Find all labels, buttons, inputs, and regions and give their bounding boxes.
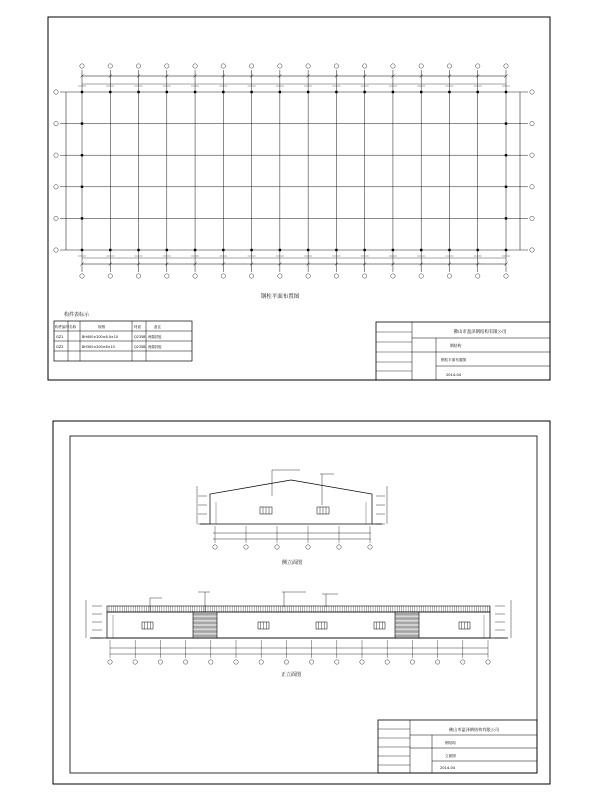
grid-bubble [80,64,84,68]
grid-bubble [447,274,451,278]
side-elevation-title: 正立面图 [280,672,302,678]
grid-bubble [165,64,169,68]
grid-bubble [278,274,282,278]
column-marker [505,217,507,219]
title-block-date: 2014-04 [446,373,462,377]
grid-bubble [193,64,197,68]
sheet-1 [48,17,550,380]
column-marker [81,186,83,188]
grid-bubble [447,64,451,68]
column-marker [505,122,507,124]
grid-bubble [410,660,414,664]
grid-bubble [335,660,339,664]
grid-bubble [209,660,213,664]
grid-bubble [54,121,58,125]
grid-bubble [476,64,480,68]
grid-bubble [54,90,58,94]
grid-bubble [249,64,253,68]
component-table [54,311,192,361]
grid-bubble [136,64,140,68]
end-elevation [197,470,387,549]
grid-bubble [165,274,169,278]
grid-bubble [259,660,263,664]
grid-bubble [530,216,534,220]
grid-bubble [306,274,310,278]
grid-bubble [249,274,253,278]
title-block-project: 钢结构 [445,741,456,745]
sheet-2-inner-border [70,436,537,773]
grid-bubble [334,64,338,68]
grid-bubble [530,248,534,252]
title-block-company: 佛山市盈泽钢结构有限公司 [453,330,507,335]
grid-bubble [108,274,112,278]
table-cell: 两端封板 [148,335,162,339]
grid-bubble [244,545,248,549]
column-marker [505,154,507,156]
grid-bubble [221,64,225,68]
grid-bubble [530,121,534,125]
title-block-2 [378,720,537,773]
component-table-title: 构件表标示 [64,312,90,318]
grid-bubble [486,660,490,664]
grid-bubble [461,660,465,664]
table-header: 规格 [98,325,106,329]
table-cell: BH400×200×6.0×10 [82,335,119,339]
grid-bubble [309,660,313,664]
plan-title: 钢柱平面布置图 [260,294,300,300]
table-cell: 两端封板 [148,345,162,349]
grid-bubble [391,64,395,68]
end-elevation-title: 侧立面图 [281,560,303,566]
grid-bubble [275,545,279,549]
table-cell: GZ2 [56,345,64,349]
wall-outline [107,612,490,638]
side-elevation [86,592,511,664]
grid-bubble [334,274,338,278]
table-cell: GZ1 [56,335,64,339]
grid-bubble [54,216,58,220]
grid-bubble [158,660,162,664]
grid-bubble [306,545,310,549]
grid-bubble [183,660,187,664]
grid-bubble [54,185,58,189]
grid-bubble [504,274,508,278]
title-block-drawing-name: 立面图 [445,754,456,758]
column-marker [81,217,83,219]
grid-bubble [391,274,395,278]
grid-bubble [385,660,389,664]
grid-bubble [221,274,225,278]
table-header: 构件编号 [55,325,70,329]
column-marker [81,122,83,124]
grid-bubble [284,660,288,664]
grid-bubble [80,274,84,278]
column-marker [81,154,83,156]
grid-bubble [213,545,217,549]
title-block-project: 钢结构 [450,343,462,348]
column-marker [505,186,507,188]
grid-bubble [54,248,58,252]
grid-bubble [360,660,364,664]
grid-bubble [362,64,366,68]
grid-bubble [306,64,310,68]
grid-bubble [419,274,423,278]
title-block-1 [376,322,550,380]
grid-bubble [108,660,112,664]
grid-bubble [368,545,372,549]
grid-bubble [435,660,439,664]
grid-bubble [504,64,508,68]
table-cell: Q235B [134,335,146,339]
grid-bubble [54,153,58,157]
grid-bubble [234,660,238,664]
column-plan [54,64,534,278]
grid-bubble [193,274,197,278]
title-block-drawing-name: 钢柱平面布置图 [441,358,467,362]
title-block-date: 2014-04 [440,766,456,770]
grid-bubble [476,274,480,278]
table-header: 名称 [69,325,77,329]
grid-bubble [133,660,137,664]
grid-bubble [337,545,341,549]
sheet-1-border [48,17,550,380]
grid-bubble [419,64,423,68]
grid-bubble [530,90,534,94]
grid-bubble [108,64,112,68]
grid-bubble [530,153,534,157]
table-cell: BH300×200×6×10 [82,345,115,349]
title-block-company: 佛山市盈泽钢结构有限公司 [448,727,500,732]
table-cell: Q235B [134,345,146,349]
end-wall-outline [210,480,372,524]
table-header: 备注 [154,325,162,329]
sheet-2 [53,421,550,784]
grid-bubble [136,274,140,278]
grid-bubble [362,274,366,278]
grid-bubble [278,64,282,68]
grid-bubble [530,185,534,189]
table-header: 材质 [134,325,142,329]
